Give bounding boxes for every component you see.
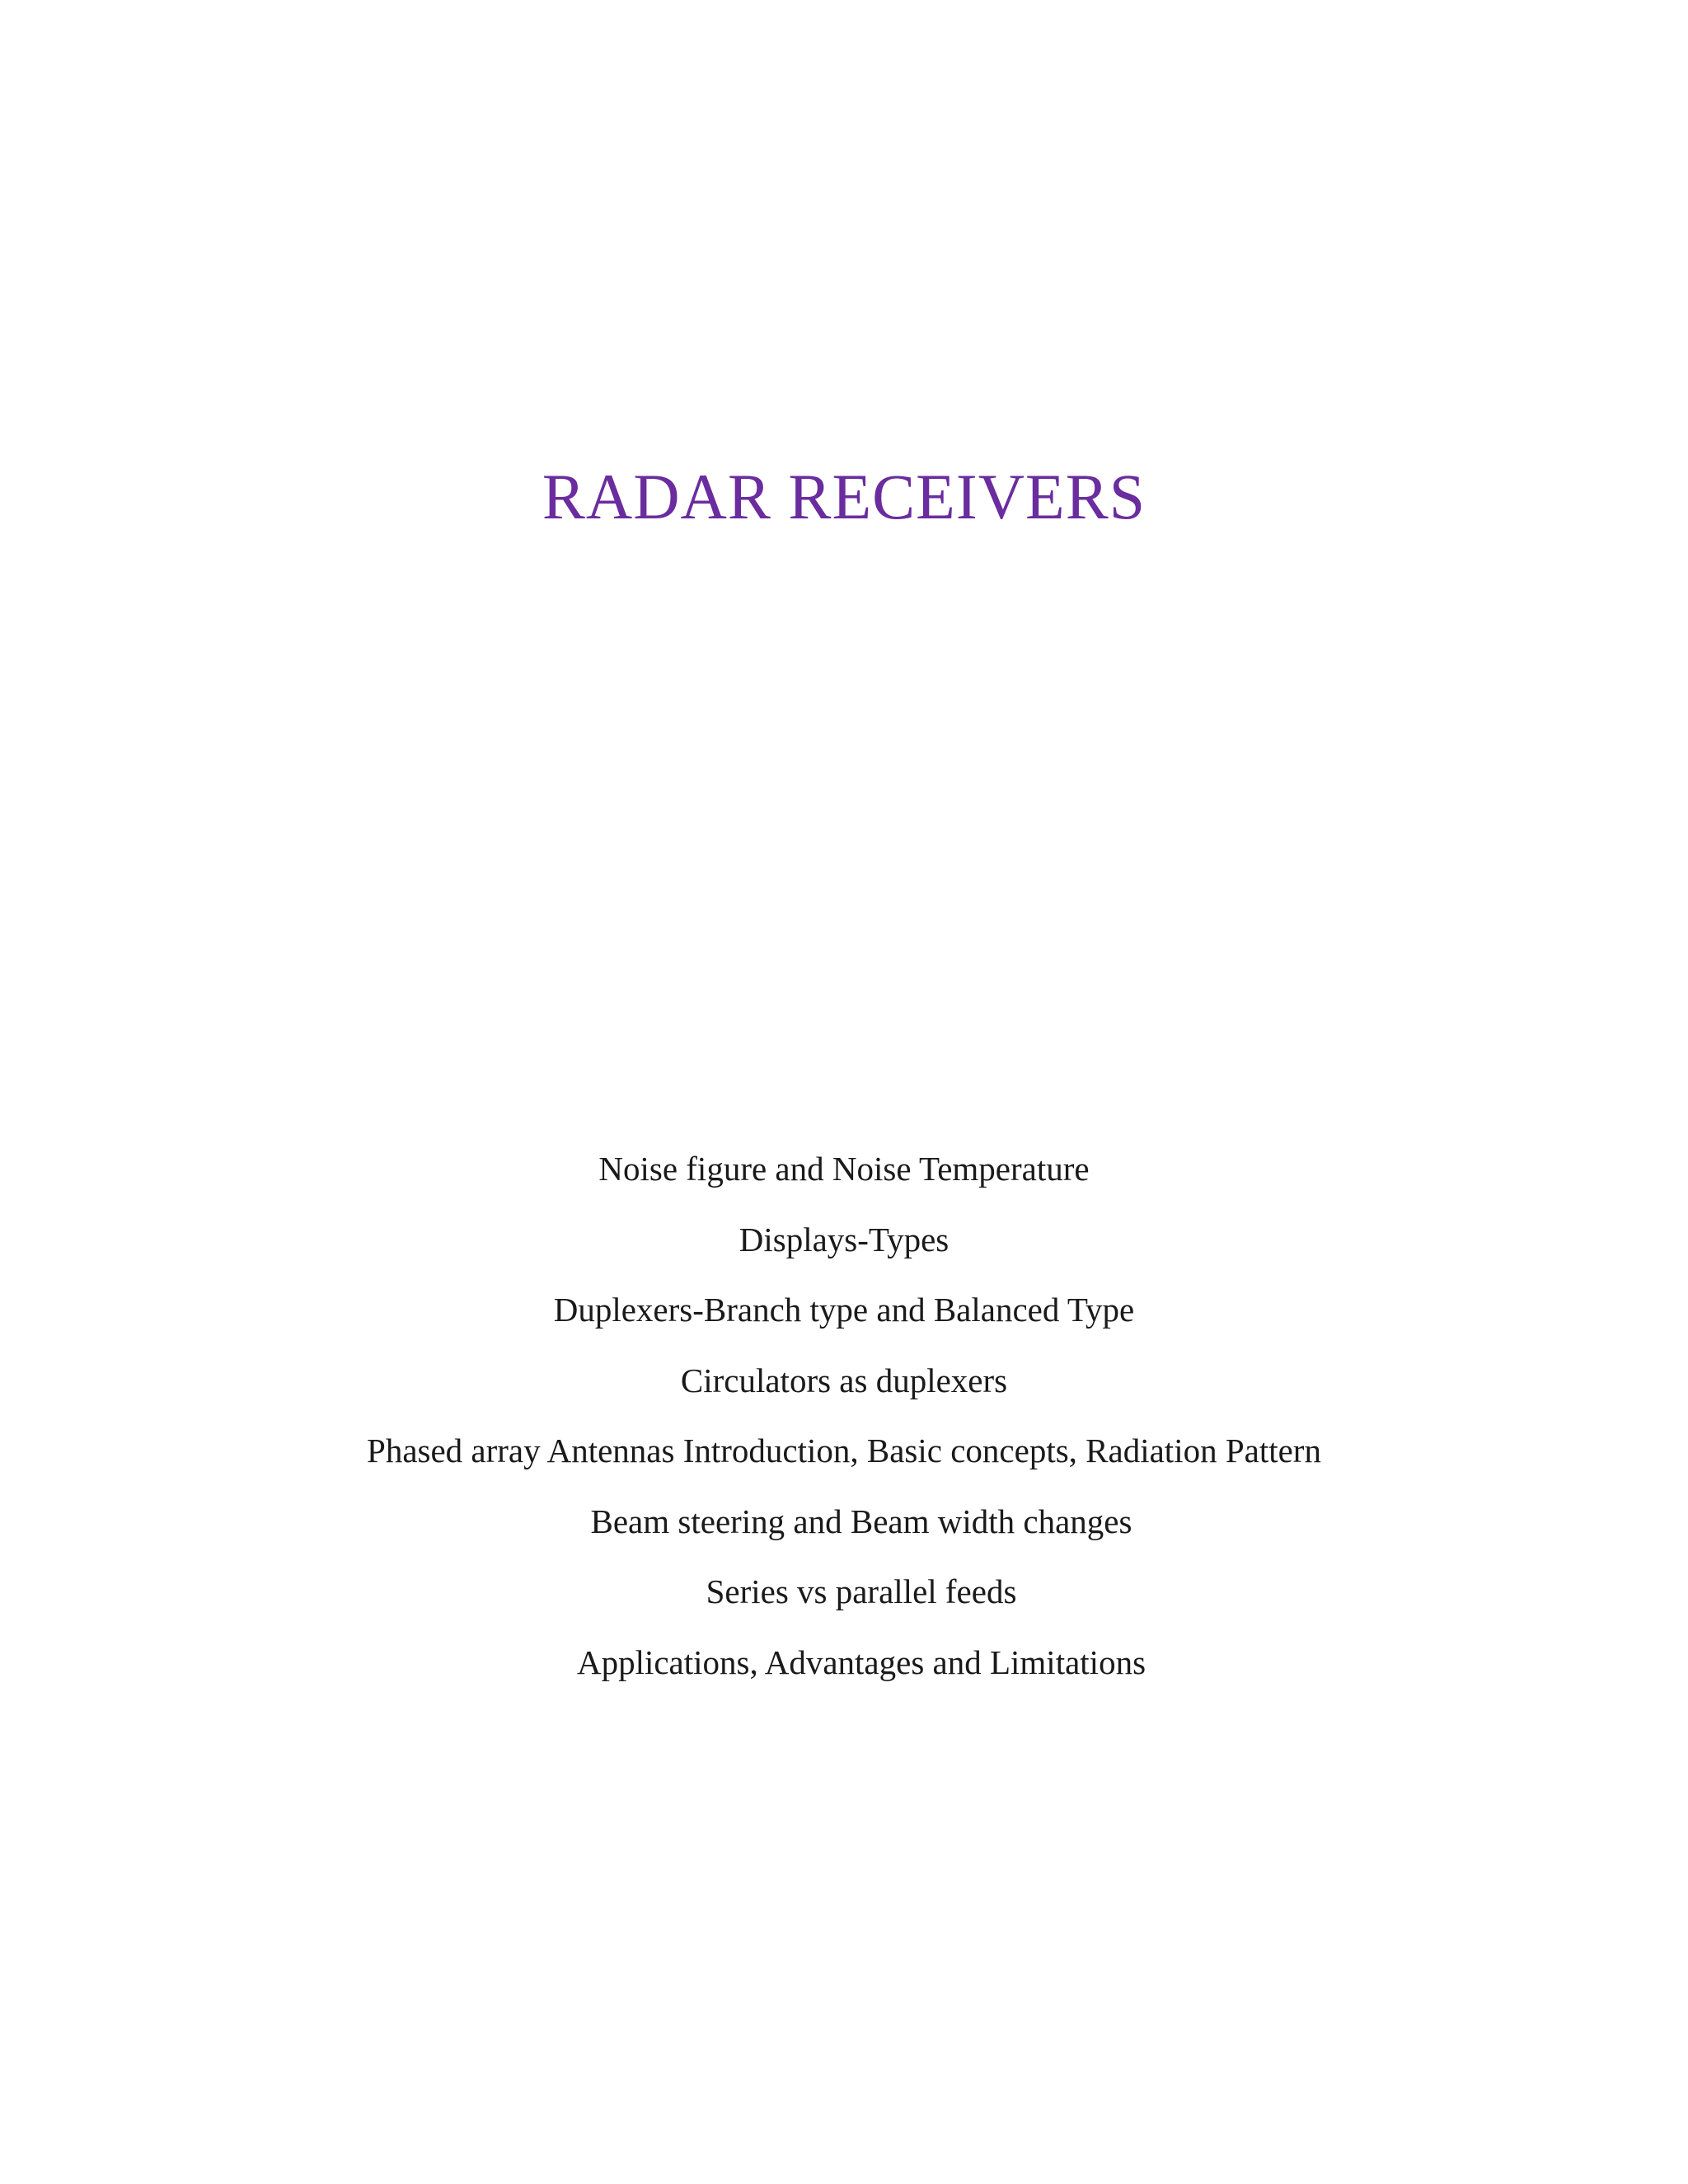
topic-item: Duplexers-Branch type and Balanced Type [553,1291,1135,1329]
topic-item: Applications, Advantages and Limitations [576,1643,1146,1681]
topic-item: Beam steering and Beam width changes [590,1502,1132,1540]
topic-item: Series vs parallel feeds [706,1572,1017,1610]
topic-list [0,1147,1688,1711]
topic-item: Circulators as duplexers [680,1361,1008,1399]
topic-item: Phased array Antennas Introduction, Basic concepts, Radiation Pattern [367,1432,1321,1469]
topic-item: Noise figure and Noise Temperature [598,1150,1090,1188]
page-title: RADAR RECEIVERS [542,461,1146,532]
topic-item: Displays-Types [738,1220,950,1258]
